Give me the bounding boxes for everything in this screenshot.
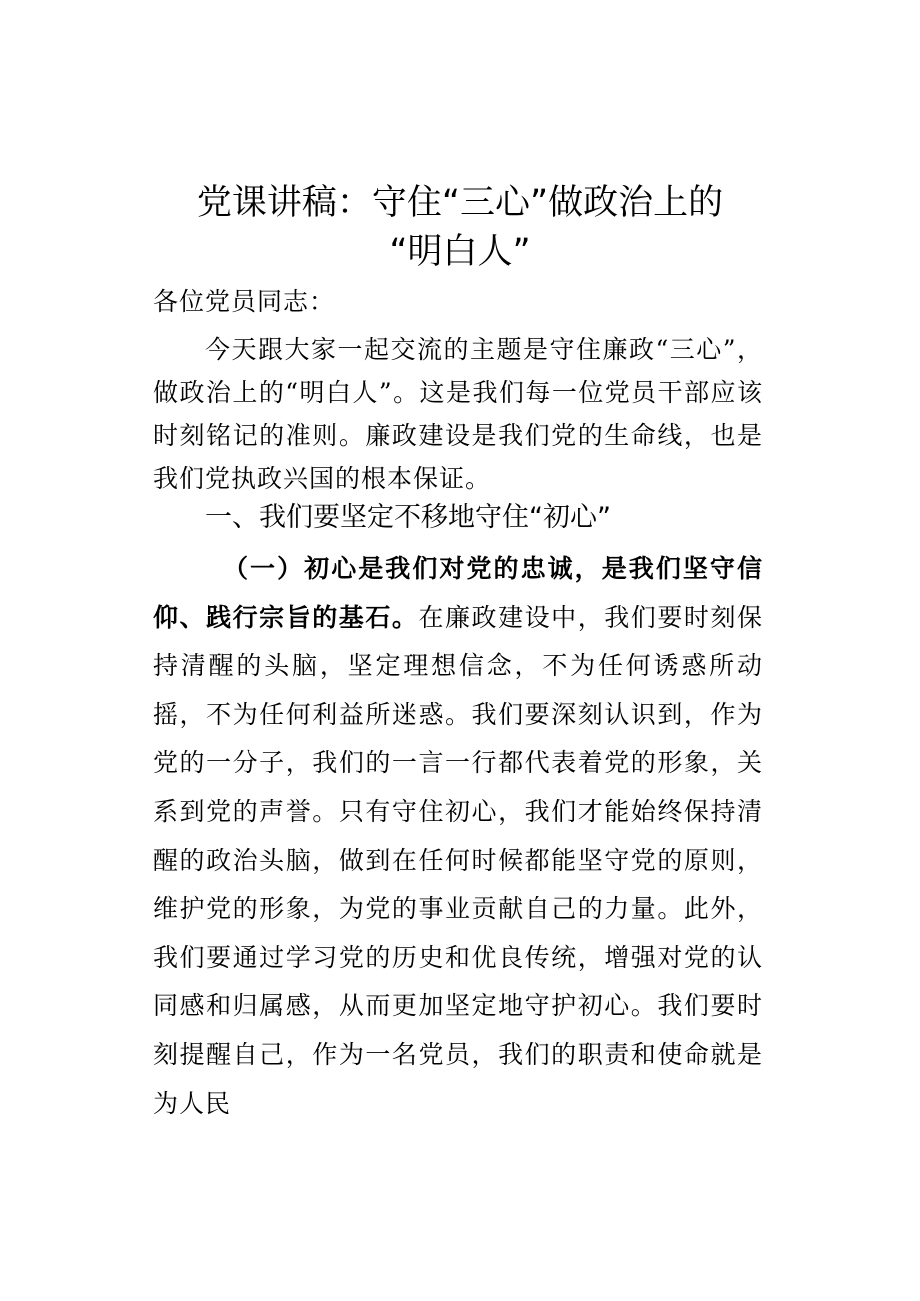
- salutation: 各位党员同志：: [153, 287, 336, 316]
- section-heading-1: 一、我们要坚定不移地守住“初心”: [205, 502, 611, 533]
- document-title-line-2: “明白人”: [389, 232, 531, 272]
- subsection-paragraph-1: [153, 545, 763, 1128]
- subsection-lead-sentence: （一）初心是我们对党的忠诚，是我们坚守信仰、践行宗旨的基石。: [153, 554, 763, 632]
- intro-paragraph: 今天跟大家一起交流的主题是守住廉政“三心”，做政治上的“明白人”。这是我们每一位党员干部应该时刻铭记的准则。廉政建设是我们党的生命线，也是我们党执政兴国的根本保证。: [153, 335, 763, 493]
- document-title-line-1: 党课讲稿：守住“三心”做政治上的: [196, 183, 724, 223]
- subsection-body-text: 在廉政建设中，我们要时刻保持清醒的头脑，坚定理想信念，不为任何诱惑所动摇，不为任何利益所迷惑。我们要深刻认识到，作为党的一分子，我们的一言一行都代表着党的形象，关系到党的声誉。只有守住初心，我们才能始终保持清醒的政治头脑，做到在任何时候都能坚守党的原则，维护党的形象，为党的事业贡献自己的力量。此外，我们要通过学习党的历史和优良传统，增强对党的认同感和归属感，从而更加坚定地守护初心。我们要时刻提醒自己，作为一名党员，我们的职责和使命就是为人民: [153, 602, 763, 1118]
